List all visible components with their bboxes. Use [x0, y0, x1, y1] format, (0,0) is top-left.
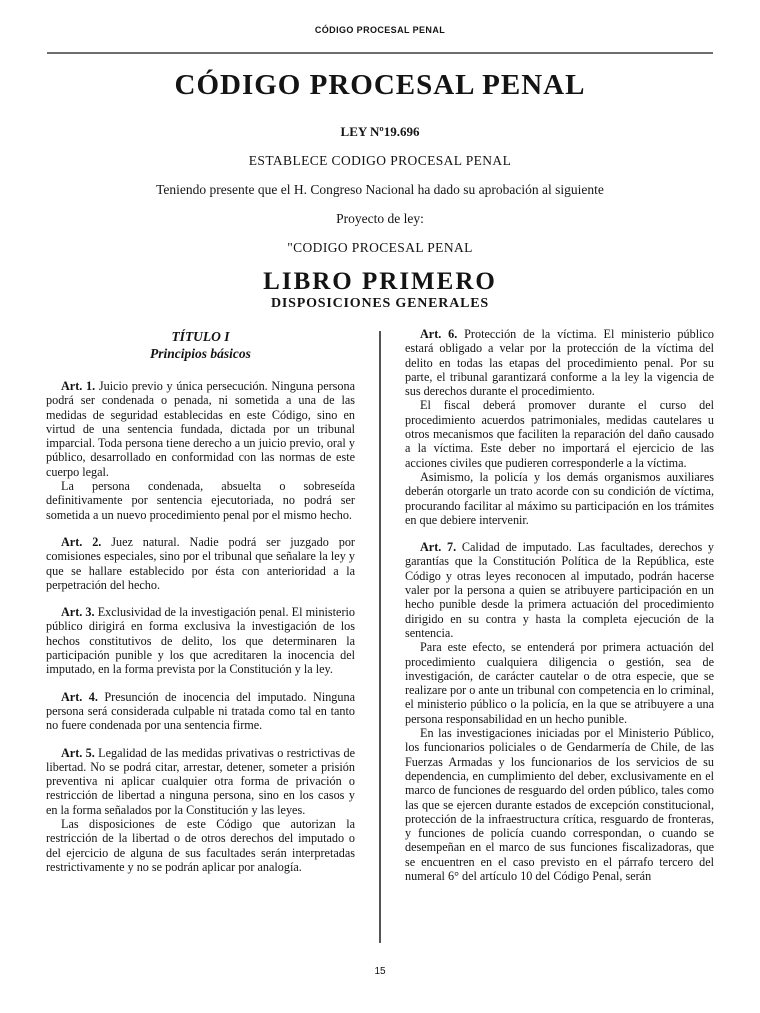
right-column: [405, 327, 714, 883]
law-establishes-line: ESTABLECE CODIGO PROCESAL PENAL: [248, 153, 512, 168]
article-5-paragraph: Art. 5. Legalidad de las medidas privativas o restrictivas de libertad. No se podrá citar, arrestar, detener, someter a prisión preventiva ni aplicar cualquier otra forma de privación o restricción de libertad a ninguna persona, sino en los casos y en la forma señalados por la Constitución y las leyes.: [46, 745, 355, 817]
page-footer: [0, 966, 760, 977]
article-1-paragraph: Art. 1. Juicio previo y única persecución. Ninguna persona podrá ser condenada o penada, ni sometida a una de las medidas de seguridad establecidas en este Código, sino en virtud de una sentencia fundada, dictada por un tribunal imparcial. Toda persona tiene derecho a un juicio previo, oral y público, desarrollado en conformidad con las normas de este cuerpo legal.: [46, 379, 355, 479]
article-3-paragraph: Art. 3. Exclusividad de la investigación penal. El ministerio público dirigirá en forma exclusiva la investigación de los hechos constitutivos de delito, los que determinaren la participación punible y los que acreditaren la inocencia del imputado, en la forma prevista por la Constitución y la ley.: [46, 605, 356, 677]
section-subtitle: Principios básicos: [150, 345, 251, 361]
article-7-paragraph: Art. 7. Calidad de imputado. Las facultades, derechos y garantías que la Constitución Política de la República, este Código y otras leyes reconocen al imputado, podrán hacerse valer por la persona a quien se atribuyere participación en un hecho punible desde la primera actuación del procedimiento dirigido en su contra y hasta la completa ejecución de la sentencia.: [405, 540, 714, 640]
body-columns: [46, 327, 714, 883]
book-subtitle: DISPOSICIONES GENERALES: [271, 296, 489, 311]
section-title: TÍTULO I: [171, 329, 230, 344]
running-header: CÓDIGO PROCESAL PENAL: [314, 25, 446, 35]
article-6-paragraph-2: El fiscal deberá promover durante el curso del procedimiento acuerdos patrimoniales, medidas cautelares u otros mecanismos que faciliten la reparación del daño causado a la víctima. Este deber no importará el ejercicio de las acciones civiles que pudieren corresponderle a la víctima.: [405, 398, 714, 470]
article-4-paragraph: Art. 4. Presunción de inocencia del imputado. Ninguna persona será considerada culpable ni tratada como tal en tanto no fuere condenada por una sentencia firme.: [46, 689, 355, 733]
law-number: LEY Nº19.696: [340, 124, 420, 139]
article-6-paragraph: Art. 6. Protección de la víctima. El ministerio público estará obligado a velar por la protección de la víctima del delito en todas las etapas del procedimiento penal. Por su parte, el tribunal garantizará conforme a la ley la vigencia de sus derechos durante el procedimiento.: [405, 327, 714, 399]
article-5-paragraph-2: Las disposiciones de este Código que autorizan la restricción de la libertad o de otros derechos del imputado o del ejercicio de alguna de sus facultades serán interpretadas restrictivamente y no se podrán aplicar por analogía.: [46, 817, 355, 874]
front-matter: [0, 68, 760, 312]
project-of-law-label: Proyecto de ley:: [336, 211, 424, 226]
header-rule: [47, 52, 713, 54]
title-one-heading: [46, 329, 355, 362]
article-6-number: Art. 6.: [420, 327, 458, 341]
page-title: CÓDIGO PROCESAL PENAL: [174, 69, 586, 101]
page-number: 15: [374, 966, 386, 977]
article-2-paragraph: Art. 2. Juez natural. Nadie podrá ser juzgado por comisiones especiales, sino por el tribunal que señalare la ley y que se hallare establecido por ésta con anterioridad a la perpetración del hecho.: [46, 534, 355, 592]
article-7-paragraph-2: Para este efecto, se entenderá por primera actuación del procedimiento cualquiera diligencia o gestión, sea de investigación, de carácter cautelar o de otra especie, que se realizare por o ante un tribunal con competencia en lo criminal, el ministerio público o la policía, en la que se atribuyere a una persona responsabilidad en un hecho punible.: [405, 640, 714, 726]
left-column: [46, 327, 355, 883]
article-3-number: Art. 3.: [61, 605, 95, 620]
article-1-paragraph-2: La persona condenada, absuelta o sobreseída definitivamente por sentencia ejecutoriada, no podrá ser sometida a un nuevo procedimiento penal por el mismo hecho.: [46, 479, 355, 522]
article-7-paragraph-3: En las investigaciones iniciadas por el Ministerio Público, los funcionarios policiales o de Gendarmería de Chile, de las Fuerzas Armadas y los funcionarios de los servicios de su dependencia, en cumplimiento del deber, exclusivamente en el marco de funciones de resguardo del orden público, tales como las que se ejercen durante estados de excepción constitucional, protección de la infraestructura crítica, resguardo de fronteras, y funciones de policía cuando correspondan, o cuando se desempeñan en el marco de sus funciones fiscalizadoras, que se encuentren en el caso previsto en el párrafo tercero del numeral 6° del artículo 10 del Código Penal, serán: [405, 726, 714, 883]
article-5-number: Art. 5.: [61, 745, 95, 760]
article-1-number: Art. 1.: [61, 379, 96, 393]
article-7-number: Art. 7.: [420, 540, 457, 555]
code-quote-heading: "CODIGO PROCESAL PENAL: [287, 240, 473, 255]
article-2-number: Art. 2.: [61, 534, 102, 549]
article-4-number: Art. 4.: [61, 689, 98, 704]
preamble-line: Teniendo presente que el H. Congreso Nacional ha dado su aprobación al siguiente: [156, 182, 604, 197]
article-6-paragraph-3: Asimismo, la policía y los demás organismos auxiliares deberán otorgarle un trato acorde con su condición de víctima, procurando facilitar al máximo su participación en los trámites en que debiere intervenir.: [405, 469, 714, 527]
book-title: LIBRO PRIMERO: [263, 268, 497, 295]
